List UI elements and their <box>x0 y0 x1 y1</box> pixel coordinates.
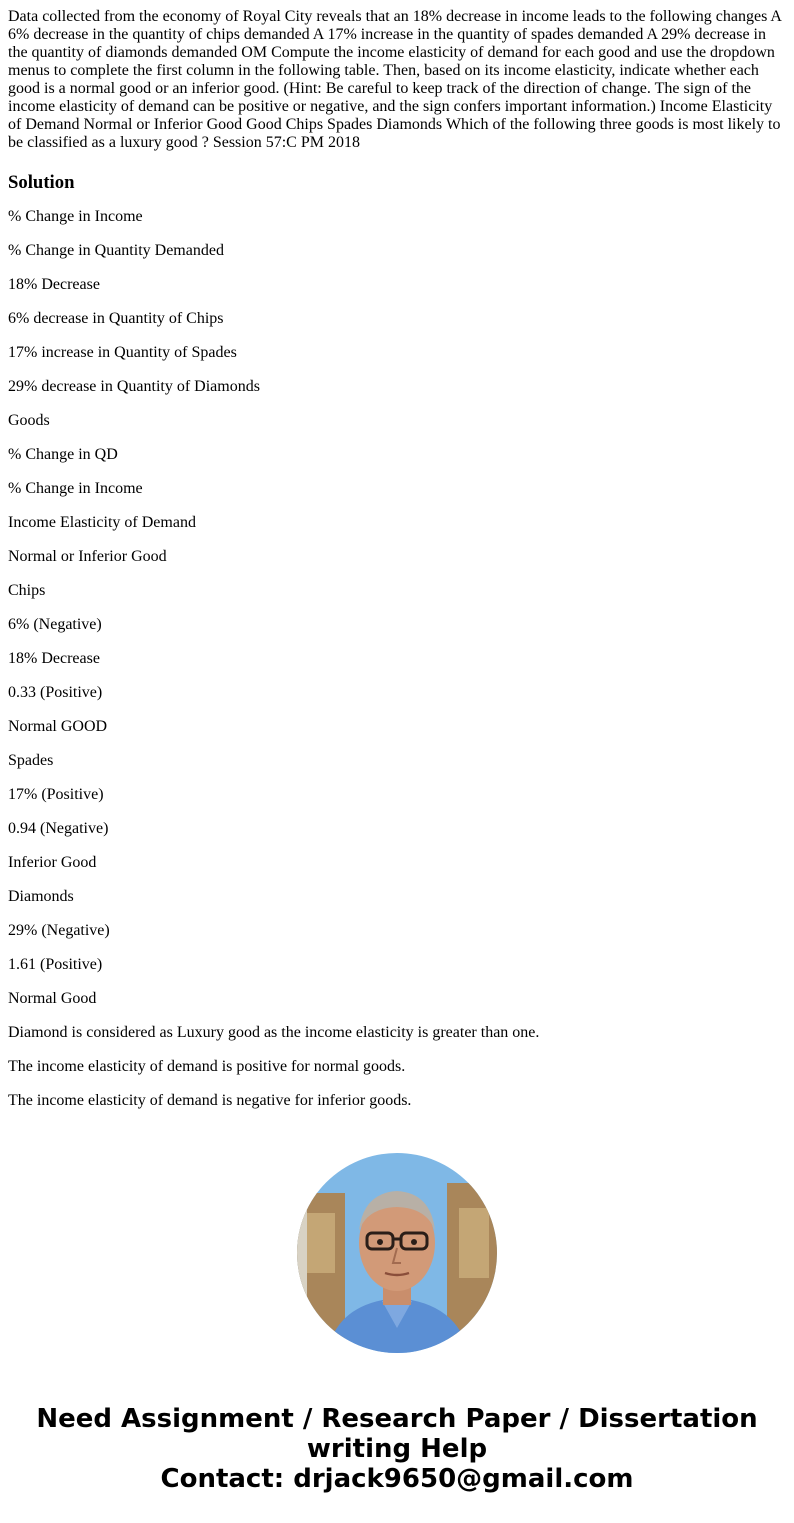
avatar-photo <box>297 1153 497 1353</box>
footer-contact: Contact: drjack9650@gmail.com <box>160 1464 634 1494</box>
solution-line: Diamonds <box>8 888 74 905</box>
footer-line-2: writing Help <box>306 1434 488 1464</box>
solution-line: 0.33 (Positive) <box>8 684 103 701</box>
solution-line: Normal GOOD <box>8 718 108 735</box>
solution-line: 29% (Negative) <box>8 922 110 939</box>
solution-heading: Solution <box>8 172 75 193</box>
solution-line: 0.94 (Negative) <box>8 820 109 837</box>
solution-line: The income elasticity of demand is negative for inferior goods. <box>8 1092 412 1109</box>
question-text: Data collected from the economy of Royal City reveals that an 18% decrease in income leads to the following changes A 6% decrease in the quantity of chips demanded A 17% increase in the quantity of spades demanded A 29% decrease in the quantity of diamonds demanded OM Compute the income elasticity of demand for each good and use the dropdown menus to complete the first column in the following table. Then, based on its income elasticity, indicate whether each good is a normal good or an inferior good. (Hint: Be careful to keep track of the direction of change. The sign of the income elasticity of demand can be positive or negative, and the sign confers important information.) Income Elasticity of Demand Normal or Inferior Good Good Chips Spades Diamonds Which of the following three goods is most likely to be classified as a luxury good ? Session 57:C PM 2018 <box>8 8 782 151</box>
solution-line: 17% increase in Quantity of Spades <box>8 344 237 361</box>
solution-line: Normal Good <box>8 990 97 1007</box>
solution-line: % Change in Quantity Demanded <box>8 242 224 259</box>
solution-list <box>8 208 786 1110</box>
solution-line: 29% decrease in Quantity of Diamonds <box>8 378 260 395</box>
solution-line: The income elasticity of demand is positive for normal goods. <box>8 1058 406 1075</box>
avatar <box>297 1153 497 1353</box>
solution-line: Spades <box>8 752 54 769</box>
footer-line-1: Need Assignment / Research Paper / Dissertation <box>36 1404 758 1434</box>
solution-line: 1.61 (Positive) <box>8 956 103 973</box>
footer-banner <box>0 1404 794 1494</box>
solution-line: % Change in Income <box>8 480 143 497</box>
solution-line: Inferior Good <box>8 854 97 871</box>
solution-line: % Change in QD <box>8 446 118 463</box>
solution-line: 6% decrease in Quantity of Chips <box>8 310 224 327</box>
solution-line: Normal or Inferior Good <box>8 548 167 565</box>
solution-line: Diamond is considered as Luxury good as the income elasticity is greater than one. <box>8 1024 540 1041</box>
solution-line: 17% (Positive) <box>8 786 104 803</box>
solution-line: Goods <box>8 412 50 429</box>
solution-line: Chips <box>8 582 46 599</box>
solution-line: 6% (Negative) <box>8 616 102 633</box>
solution-line: % Change in Income <box>8 208 143 225</box>
solution-line: 18% Decrease <box>8 276 100 293</box>
solution-line: 18% Decrease <box>8 650 100 667</box>
solution-line: Income Elasticity of Demand <box>8 514 196 531</box>
